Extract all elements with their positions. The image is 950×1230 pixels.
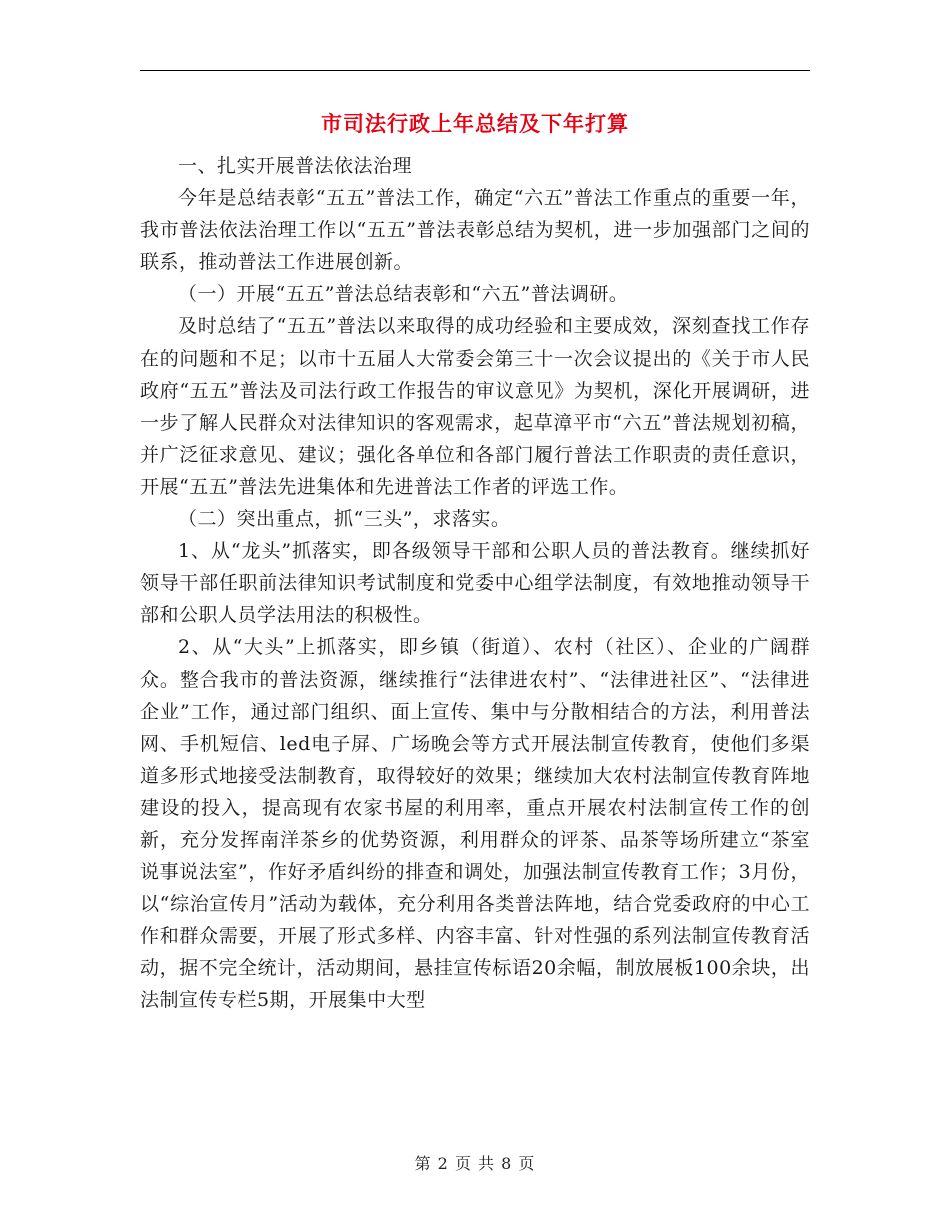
document-title: 市司法行政上年总结及下年打算	[321, 111, 629, 136]
paragraph: 及时总结了“五五”普法以来取得的成功经验和主要成效，深刻查找工作存在的问题和不足；以市十五届人大常委会第三十一次会议提出的《关于市人民政府“五五”普法及司法行政工作报告的审议意见》为契机，深化开展调研，进一步了解人民群众对法律知识的客观需求，起草漳平市“六五”普法规划初稿，并广泛征求意见、建议；强化各单位和各部门履行普法工作职责的责任意识，开展“五五”普法先进集体和先进普法工作者的评选工作。	[140, 315, 810, 498]
paragraph: 今年是总结表彰“五五”普法工作，确定“六五”普法工作重点的重要一年，我市普法依法治理工作以“五五”普法表彰总结为契机，进一步加强部门之间的联系，推动普法工作进展创新。	[140, 187, 810, 274]
document-body	[140, 150, 810, 1017]
paragraph: 2、从“大头”上抓落实，即乡镇（街道）、农村（社区）、企业的广阔群众。整合我市的普法资源，继续推行“法律进农村”、“法律进社区”、“法律进企业”工作，通过部门组织、面上宣传、集中与分散相结合的方法，利用普法网、手机短信、led电子屏、广场晚会等方式开展法制宣传教育，使他们多渠道多形式地接受法制教育，取得较好的效果；继续加大农村法制宣传教育阵地建设的投入，提高现有农家书屋的利用率，重点开展农村法制宣传工作的创新，充分发挥南洋茶乡的优势资源，利用群众的评茶、品茶等场所建立“茶室说事说法室”，作好矛盾纠纷的排查和调处，加强法制宣传教育工作；3月份，以“综治宣传月”活动为载体，充分利用各类普法阵地，结合党委政府的中心工作和群众需要，开展了形式多样、内容丰富、针对性强的系列法制宣传教育活动，据不完全统计，活动期间，悬挂宣传标语20余幅，制放展板100余块，出法制宣传专栏5期，开展集中大型	[140, 636, 810, 1012]
section-heading: 一、扎实开展普法依法治理	[178, 155, 413, 177]
subsection-heading: （二）突出重点，抓“三头”，求落实。	[178, 508, 511, 531]
subsection-heading: （一）开展“五五”普法总结表彰和“六五”普法调研。	[178, 283, 629, 306]
page-number: 第 2 页 共 8 页	[414, 1154, 536, 1173]
header-rule	[140, 70, 810, 71]
paragraph: 1、从“龙头”抓落实，即各级领导干部和公职人员的普法教育。继续抓好领导干部任职前法律知识考试制度和党委中心组学法制度，有效地推动领导干部和公职人员学法用法的积极性。	[140, 540, 810, 627]
